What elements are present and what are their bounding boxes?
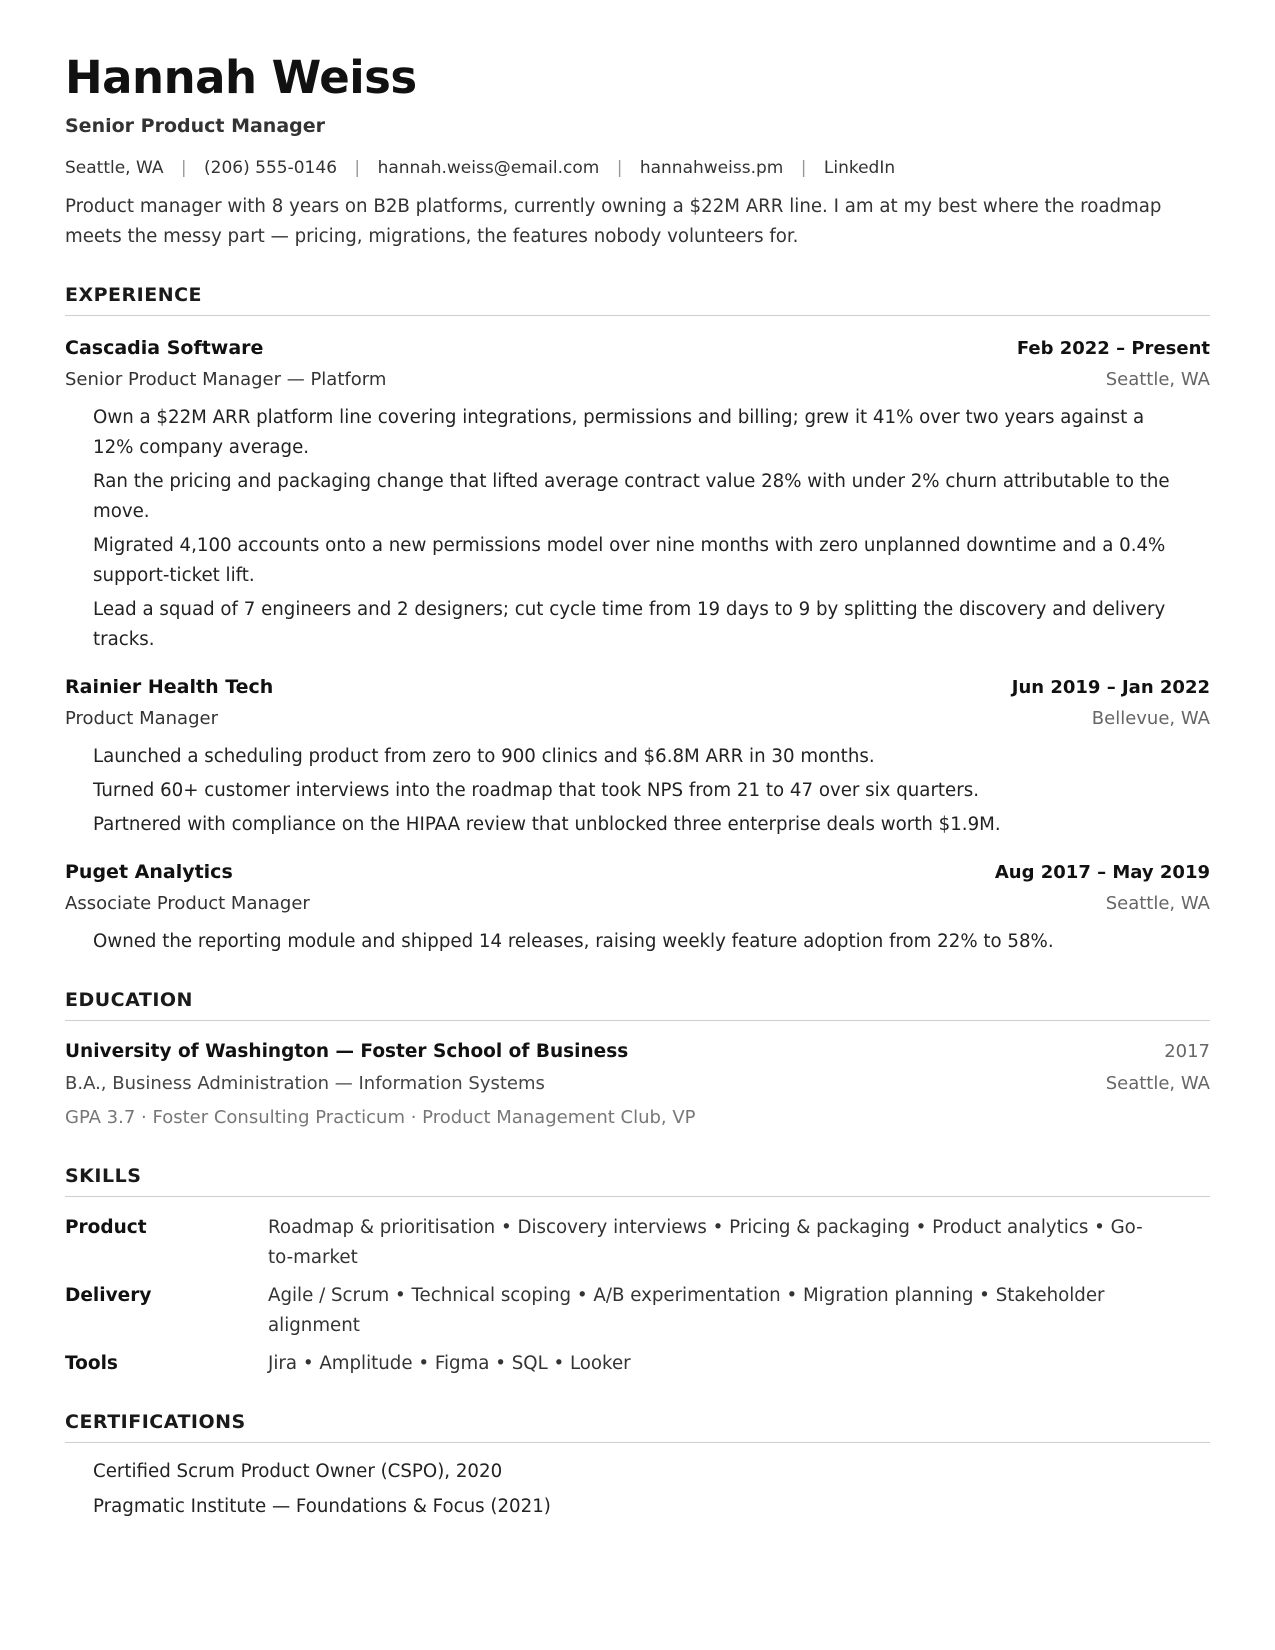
skills-table — [65, 1213, 1210, 1379]
job-bullet: Owned the reporting module and shipped 14 releases, raising weekly feature adoption from 22% to 58%. — [93, 931, 1054, 952]
skill-items: Roadmap & prioritisation • Discovery interviews • Pricing & packaging • Product analytics • Go-to-market — [268, 1217, 1143, 1268]
certification-item: Pragmatic Institute — Foundations & Focus (2021) — [93, 1496, 551, 1517]
education-school: University of Washington — Foster School of Business — [65, 1041, 629, 1062]
skill-category: Tools — [65, 1353, 118, 1374]
contact-website-link[interactable]: hannahweiss.pm — [639, 158, 784, 178]
job-company: Cascadia Software — [65, 337, 264, 359]
job-bullets — [65, 742, 1210, 840]
job-entry — [65, 858, 1210, 957]
job-dates: Jun 2019 – Jan 2022 — [1011, 677, 1210, 698]
job-bullet: Ran the pricing and packaging change that lifted average contract value 28% with under 2% churn attributable to the move. — [93, 471, 1170, 522]
skill-category: Delivery — [65, 1285, 152, 1306]
education-location: Seattle, WA — [1105, 1073, 1210, 1094]
contact-phone[interactable]: (206) 555-0146 — [204, 158, 338, 178]
job-dates: Feb 2022 – Present — [1016, 338, 1210, 359]
job-bullet: Partnered with compliance on the HIPAA review that unblocked three enterprise deals worth $1.9M. — [93, 814, 1001, 835]
contact-separator: | — [180, 158, 187, 178]
job-location: Seattle, WA — [1105, 893, 1210, 914]
job-company: Rainier Health Tech — [65, 676, 274, 698]
education-year: 2017 — [1164, 1041, 1210, 1062]
experience-section — [65, 282, 1210, 957]
education-degree: B.A., Business Administration — Information Systems — [65, 1073, 545, 1094]
section-title-certifications: CERTIFICATIONS — [65, 1409, 1210, 1443]
education-details: GPA 3.7 · Foster Consulting Practicum · Product Management Club, VP — [65, 1107, 696, 1128]
job-dates: Aug 2017 – May 2019 — [994, 862, 1210, 883]
skill-category: Product — [65, 1217, 147, 1238]
contact-email-link[interactable]: hannah.weiss@email.com — [377, 158, 600, 178]
skill-row — [65, 1281, 1210, 1341]
job-bullet: Turned 60+ customer interviews into the roadmap that took NPS from 21 to 47 over six quarters. — [93, 780, 979, 801]
job-role: Senior Product Manager — Platform — [65, 369, 387, 390]
job-bullet: Migrated 4,100 accounts onto a new permissions model over nine months with zero unplanned downtime and a 0.4% support-ticket lift. — [93, 535, 1166, 586]
profile-summary: Product manager with 8 years on B2B platforms, currently owning a $22M ARR line. I am at my best where the roadmap meets the messy part — pricing, migrations, the features nobody volunteers for. — [65, 196, 1162, 247]
contact-location: Seattle, WA — [65, 158, 164, 178]
contact-separator: | — [800, 158, 807, 178]
section-title-education: EDUCATION — [65, 987, 1210, 1021]
candidate-name: Hannah Weiss — [65, 51, 417, 104]
job-bullet: Launched a scheduling product from zero to 900 clinics and $6.8M ARR in 30 months. — [93, 746, 875, 767]
education-entry — [65, 1037, 1210, 1133]
job-location: Seattle, WA — [1105, 369, 1210, 390]
education-section — [65, 987, 1210, 1133]
job-location: Bellevue, WA — [1091, 708, 1210, 729]
section-title-experience: EXPERIENCE — [65, 282, 1210, 316]
job-bullet: Own a $22M ARR platform line covering integrations, permissions and billing; grew it 41% over two years against a 12% company average. — [93, 407, 1145, 458]
contact-separator: | — [354, 158, 361, 178]
skill-row — [65, 1349, 1210, 1379]
job-entry — [65, 334, 1210, 655]
contact-linkedin-link[interactable]: LinkedIn — [823, 158, 896, 178]
contact-line — [65, 156, 1210, 180]
skills-section — [65, 1163, 1210, 1379]
certification-item: Certified Scrum Product Owner (CSPO), 2020 — [93, 1461, 503, 1482]
certifications-list — [65, 1457, 1210, 1522]
job-role: Associate Product Manager — [65, 893, 310, 914]
section-title-skills: SKILLS — [65, 1163, 1210, 1197]
job-entry — [65, 673, 1210, 840]
skill-row — [65, 1213, 1210, 1273]
job-company: Puget Analytics — [65, 861, 233, 883]
job-bullets — [65, 927, 1210, 957]
skill-items: Jira • Amplitude • Figma • SQL • Looker — [268, 1353, 631, 1374]
job-role: Product Manager — [65, 708, 218, 729]
certifications-section — [65, 1409, 1210, 1522]
resume-header — [65, 50, 1210, 252]
job-bullet: Lead a squad of 7 engineers and 2 designers; cut cycle time from 19 days to 9 by splitting the discovery and delivery tracks. — [93, 599, 1166, 650]
candidate-headline: Senior Product Manager — [65, 115, 326, 137]
job-bullets — [65, 403, 1210, 655]
skill-items: Agile / Scrum • Technical scoping • A/B experimentation • Migration planning • Stakeholder alignment — [268, 1285, 1105, 1336]
contact-separator: | — [616, 158, 623, 178]
